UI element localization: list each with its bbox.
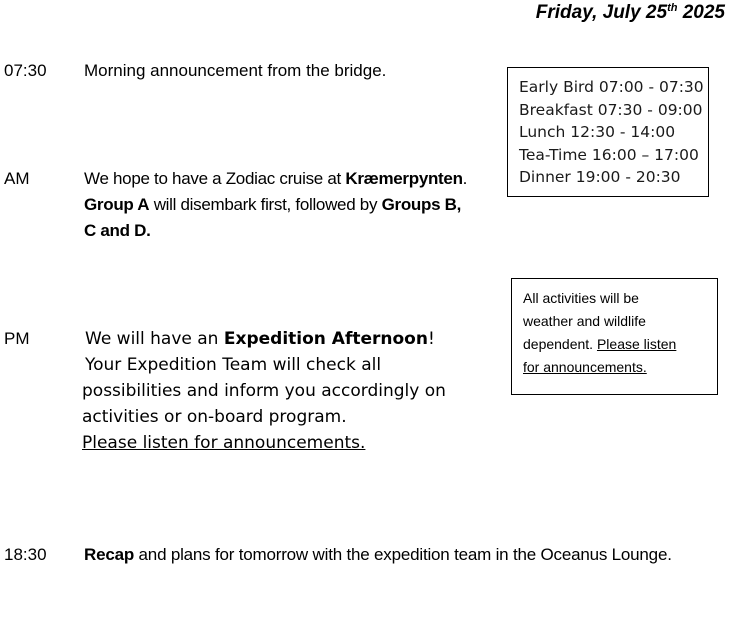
location-name: Kræmerpynten <box>345 169 463 188</box>
meal-breakfast: Breakfast 07:30 - 09:00 <box>519 100 703 119</box>
listen-announcements: Please listen for announcements. <box>82 433 366 453</box>
expedition-afternoon: Expedition Afternoon <box>223 329 428 349</box>
meal-lunch: Lunch 12:30 - 14:00 <box>519 123 676 141</box>
recap-label: Recap <box>84 545 135 564</box>
meal-tea-time: Tea-Time 16:00 – 17:00 <box>519 145 699 164</box>
meal-times-box <box>507 67 709 197</box>
event-am: We hope to have a Zodiac cruise at Kræmerpynten. Group A will disembark first, followed by Groups B, C and D. <box>84 169 468 240</box>
time-0730: 07:30 <box>4 61 47 80</box>
notice-box: All activities will be weather and wildlife dependent. Please listen for announcements. <box>511 278 718 395</box>
event-pm: We will have an Expedition Afternoon! Your Expedition Team will check all possibilities and inform you accordingly on activities or on-board program. Please listen for announcements. <box>82 326 446 456</box>
page-date <box>536 2 725 24</box>
time-pm: PM <box>4 329 30 348</box>
time-1830: 18:30 <box>4 545 47 564</box>
time-am: AM <box>4 169 30 188</box>
group-a: Group A <box>84 195 150 214</box>
date-text: Friday, July 25 <box>535 2 668 23</box>
date-year: 2025 <box>677 2 725 23</box>
notice-announcements-link: for announcements. <box>523 359 647 375</box>
meal-early-bird: Early Bird 07:00 - 07:30 <box>519 78 704 96</box>
groups-b: Groups B, <box>381 195 462 214</box>
date-ordinal: th <box>667 2 678 14</box>
notice-listen-link: Please listen <box>596 336 677 352</box>
groups-c-d: C and D. <box>84 221 151 240</box>
event-0730: Morning announcement from the bridge. <box>84 61 387 80</box>
meal-dinner: Dinner 19:00 - 20:30 <box>519 168 681 186</box>
event-1830: Recap and plans for tomorrow with the expedition team in the Oceanus Lounge. <box>84 545 672 564</box>
